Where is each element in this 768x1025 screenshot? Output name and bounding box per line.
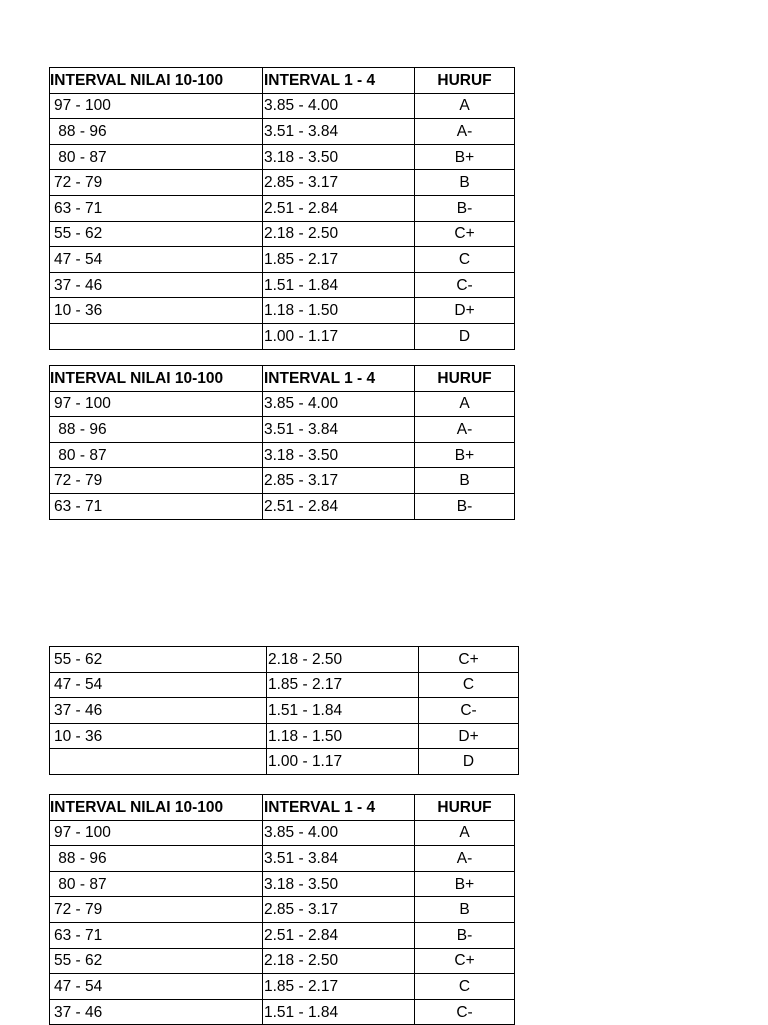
gpa-range-cell: 1.51 - 1.84 <box>263 999 415 1025</box>
score-range-cell: 88 - 96 <box>50 417 263 443</box>
table-row <box>50 323 515 349</box>
gpa-range-cell: 1.51 - 1.84 <box>263 272 415 298</box>
letter-grade-cell: C- <box>415 999 515 1025</box>
grade-conversion-table-2 <box>49 365 515 520</box>
gpa-range-cell: 3.85 - 4.00 <box>263 391 415 417</box>
gpa-range-cell: 2.18 - 2.50 <box>263 221 415 247</box>
gpa-range-cell: 1.18 - 1.50 <box>267 723 419 749</box>
score-range-cell <box>50 323 263 349</box>
header-huruf: HURUF <box>415 366 515 392</box>
letter-grade-cell: D <box>419 749 519 775</box>
header-interval-nilai: INTERVAL NILAI 10-100 <box>50 366 263 392</box>
header-interval-nilai: INTERVAL NILAI 10-100 <box>50 68 263 94</box>
table-row <box>50 974 515 1000</box>
table-row <box>50 468 515 494</box>
header-interval-1-4: INTERVAL 1 - 4 <box>263 366 415 392</box>
gpa-range-cell: 2.85 - 3.17 <box>263 897 415 923</box>
letter-grade-cell: A- <box>415 417 515 443</box>
score-range-cell: 37 - 46 <box>50 272 263 298</box>
gpa-range-cell: 3.85 - 4.00 <box>263 820 415 846</box>
score-range-cell: 47 - 54 <box>50 247 263 273</box>
score-range-cell: 63 - 71 <box>50 195 263 221</box>
table-row <box>50 195 515 221</box>
gpa-range-cell: 2.51 - 2.84 <box>263 922 415 948</box>
letter-grade-cell: A <box>415 93 515 119</box>
letter-grade-cell: B- <box>415 922 515 948</box>
table-row <box>50 493 515 519</box>
table-row <box>50 298 515 324</box>
table-row <box>50 417 515 443</box>
table-row <box>50 820 515 846</box>
table-row <box>50 247 515 273</box>
score-range-cell: 55 - 62 <box>50 221 263 247</box>
letter-grade-cell: C+ <box>415 948 515 974</box>
letter-grade-cell: B <box>415 897 515 923</box>
table-row <box>50 698 519 724</box>
table-row <box>50 221 515 247</box>
table-row <box>50 897 515 923</box>
score-range-cell: 37 - 46 <box>50 698 267 724</box>
gpa-range-cell: 1.85 - 2.17 <box>263 974 415 1000</box>
letter-grade-cell: A- <box>415 119 515 145</box>
letter-grade-cell: B+ <box>415 144 515 170</box>
letter-grade-cell: C+ <box>415 221 515 247</box>
score-range-cell: 55 - 62 <box>50 948 263 974</box>
grade-conversion-table-4 <box>49 794 515 1025</box>
table-row <box>50 672 519 698</box>
table-row <box>50 999 515 1025</box>
score-range-cell: 88 - 96 <box>50 119 263 145</box>
gpa-range-cell: 1.85 - 2.17 <box>267 672 419 698</box>
table-row <box>50 391 515 417</box>
table-header-row <box>50 366 515 392</box>
score-range-cell: 72 - 79 <box>50 897 263 923</box>
gpa-range-cell: 3.18 - 3.50 <box>263 144 415 170</box>
gpa-range-cell: 3.51 - 3.84 <box>263 417 415 443</box>
table-row <box>50 144 515 170</box>
grade-conversion-table-3 <box>49 646 519 775</box>
table-row <box>50 647 519 673</box>
table-row <box>50 93 515 119</box>
score-range-cell: 63 - 71 <box>50 922 263 948</box>
table-header-row <box>50 68 515 94</box>
score-range-cell: 97 - 100 <box>50 93 263 119</box>
gpa-range-cell: 2.51 - 2.84 <box>263 195 415 221</box>
header-interval-1-4: INTERVAL 1 - 4 <box>263 795 415 821</box>
score-range-cell: 97 - 100 <box>50 820 263 846</box>
gpa-range-cell: 1.51 - 1.84 <box>267 698 419 724</box>
gpa-range-cell: 2.18 - 2.50 <box>267 647 419 673</box>
table-row <box>50 749 519 775</box>
table-row <box>50 948 515 974</box>
score-range-cell: 55 - 62 <box>50 647 267 673</box>
letter-grade-cell: D+ <box>415 298 515 324</box>
table-row <box>50 871 515 897</box>
letter-grade-cell: D+ <box>419 723 519 749</box>
table-row <box>50 272 515 298</box>
table-row <box>50 846 515 872</box>
letter-grade-cell: B <box>415 468 515 494</box>
table-row <box>50 119 515 145</box>
score-range-cell: 88 - 96 <box>50 846 263 872</box>
letter-grade-cell: B <box>415 170 515 196</box>
score-range-cell: 63 - 71 <box>50 493 263 519</box>
letter-grade-cell: B- <box>415 493 515 519</box>
gpa-range-cell: 2.51 - 2.84 <box>263 493 415 519</box>
gpa-range-cell: 1.85 - 2.17 <box>263 247 415 273</box>
score-range-cell: 37 - 46 <box>50 999 263 1025</box>
letter-grade-cell: C- <box>415 272 515 298</box>
gpa-range-cell: 2.18 - 2.50 <box>263 948 415 974</box>
table-header-row <box>50 795 515 821</box>
score-range-cell: 80 - 87 <box>50 144 263 170</box>
gpa-range-cell: 3.51 - 3.84 <box>263 846 415 872</box>
gpa-range-cell: 1.18 - 1.50 <box>263 298 415 324</box>
letter-grade-cell: B+ <box>415 442 515 468</box>
score-range-cell: 47 - 54 <box>50 974 263 1000</box>
score-range-cell: 72 - 79 <box>50 468 263 494</box>
letter-grade-cell: C- <box>419 698 519 724</box>
letter-grade-cell: A- <box>415 846 515 872</box>
score-range-cell <box>50 749 267 775</box>
header-huruf: HURUF <box>415 68 515 94</box>
letter-grade-cell: C <box>415 974 515 1000</box>
gpa-range-cell: 3.51 - 3.84 <box>263 119 415 145</box>
gpa-range-cell: 1.00 - 1.17 <box>267 749 419 775</box>
header-interval-1-4: INTERVAL 1 - 4 <box>263 68 415 94</box>
letter-grade-cell: A <box>415 391 515 417</box>
gpa-range-cell: 3.18 - 3.50 <box>263 871 415 897</box>
letter-grade-cell: C <box>415 247 515 273</box>
gpa-range-cell: 3.18 - 3.50 <box>263 442 415 468</box>
letter-grade-cell: B+ <box>415 871 515 897</box>
header-interval-nilai: INTERVAL NILAI 10-100 <box>50 795 263 821</box>
gpa-range-cell: 2.85 - 3.17 <box>263 170 415 196</box>
table-row <box>50 922 515 948</box>
letter-grade-cell: C+ <box>419 647 519 673</box>
grade-conversion-table-1 <box>49 67 515 350</box>
score-range-cell: 10 - 36 <box>50 723 267 749</box>
table-row <box>50 170 515 196</box>
score-range-cell: 97 - 100 <box>50 391 263 417</box>
gpa-range-cell: 1.00 - 1.17 <box>263 323 415 349</box>
letter-grade-cell: C <box>419 672 519 698</box>
score-range-cell: 80 - 87 <box>50 442 263 468</box>
letter-grade-cell: B- <box>415 195 515 221</box>
letter-grade-cell: A <box>415 820 515 846</box>
letter-grade-cell: D <box>415 323 515 349</box>
gpa-range-cell: 3.85 - 4.00 <box>263 93 415 119</box>
gpa-range-cell: 2.85 - 3.17 <box>263 468 415 494</box>
score-range-cell: 10 - 36 <box>50 298 263 324</box>
score-range-cell: 80 - 87 <box>50 871 263 897</box>
score-range-cell: 47 - 54 <box>50 672 267 698</box>
header-huruf: HURUF <box>415 795 515 821</box>
table-row <box>50 442 515 468</box>
score-range-cell: 72 - 79 <box>50 170 263 196</box>
table-row <box>50 723 519 749</box>
